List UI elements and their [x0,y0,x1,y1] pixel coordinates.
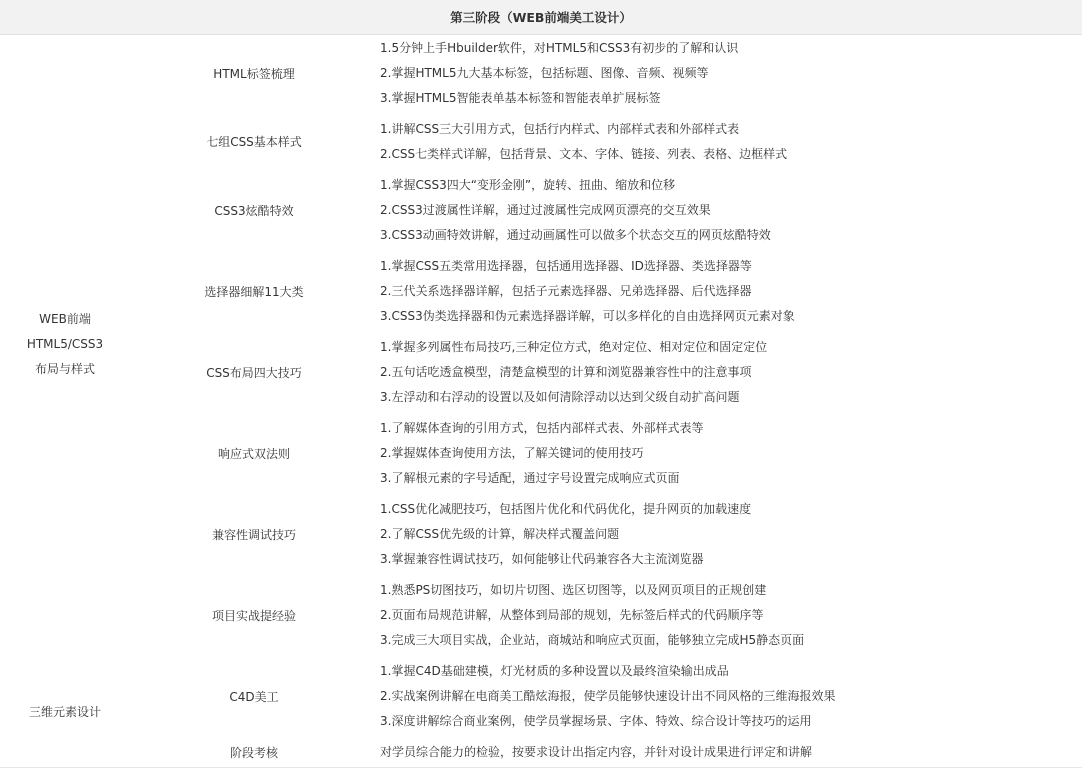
item-text: 2.五句话吃透盒模型，清楚盒模型的计算和浏览器兼容性中的注意事项 [380,365,752,379]
item-text: 2.实战案例讲解在电商美工酷炫海报，使学员能够快速设计出不同风格的三维海报效果 [380,689,836,703]
item-text: 1.熟悉PS切图技巧，如切片切图、选区切图等，以及网页项目的正规创建 [380,583,767,597]
item-text: 1.掌握CSS3四大“变形金刚”，旋转、扭曲、缩放和位移 [380,178,676,192]
table-bottom-border [0,767,1082,768]
item-text: 3.CSS3动画特效讲解，通过动画属性可以做多个状态交互的网页炫酷特效 [380,228,771,242]
item-text: 1.掌握多列属性布局技巧,三种定位方式，绝对定位、相对定位和固定定位 [380,340,768,354]
category-3d-design [0,700,130,725]
item-text: 对学员综合能力的检验，按要求设计出指定内容，并针对设计成果进行评定和讲解 [380,745,813,759]
module-name: 七组CSS基本样式 [206,135,302,149]
item-text: 1.掌握CSS五类常用选择器，包括通用选择器、ID选择器、类选择器等 [380,259,752,273]
item-text: 2.了解CSS优先级的计算，解决样式覆盖问题 [380,527,620,541]
item-text: 2.掌握HTML5九大基本标签，包括标题、图像、音频、视频等 [380,66,709,80]
module-name: CSS布局四大技巧 [206,366,302,380]
item-text: 3.掌握兼容性调试技巧，如何能够让代码兼容各大主流浏览器 [380,552,704,566]
item-text: 3.CSS3伪类选择器和伪元素选择器详解，可以多样化的自由选择网页元素对象 [380,309,795,323]
module-name: C4D美工 [229,690,279,704]
category-line: 三维元素设计 [28,705,101,719]
module-items [380,740,1080,765]
module-name: HTML标签梳理 [213,67,295,81]
item-text: 3.左浮动和右浮动的设置以及如何清除浮动以达到父级自动扩高问题 [380,390,740,404]
item-text: 1.5分钟上手Hbuilder软件，对HTML5和CSS3有初步的了解和认识 [380,41,739,55]
module-items [380,36,1080,111]
item-text: 2.掌握媒体查询使用方法，了解关键词的使用技巧 [380,446,644,460]
module-name: 选择器细解11大类 [204,285,304,299]
item-text: 1.了解媒体查询的引用方式，包括内部样式表、外部样式表等 [380,421,704,435]
category-line: WEB前端 [39,312,91,326]
item-text: 1.讲解CSS三大引用方式，包括行内样式、内部样式表和外部样式表 [380,122,740,136]
item-text: 2.CSS七类样式详解，包括背景、文本、字体、链接、列表、表格、边框样式 [380,147,788,161]
module-items [380,254,1080,329]
item-text: 1.掌握C4D基础建模，灯光材质的多种设置以及最终渲染输出成品 [380,664,729,678]
item-text: 3.了解根元素的字号适配，通过字号设置完成响应式页面 [380,471,680,485]
item-text: 3.掌握HTML5智能表单基本标签和智能表单扩展标签 [380,91,661,105]
module-name: 响应式双法则 [217,447,290,461]
category-line: 布局与样式 [34,362,95,376]
module-items [380,335,1080,410]
item-text: 3.完成三大项目实战，企业站，商城站和响应式页面，能够独立完成H5静态页面 [380,633,805,647]
module-items [380,117,1080,167]
item-text: 1.CSS优化减肥技巧，包括图片优化和代码优化，提升网页的加载速度 [380,502,752,516]
module-items [380,659,1080,734]
item-text: 2.CSS3过渡属性详解，通过过渡属性完成网页漂亮的交互效果 [380,203,711,217]
module-items [380,416,1080,491]
module-items [380,497,1080,572]
module-name: 兼容性调试技巧 [211,528,296,542]
item-text: 3.深度讲解综合商业案例，使学员掌握场景、字体、特效、综合设计等技巧的运用 [380,714,812,728]
stage-header [0,0,1082,35]
item-text: 2.页面布局规范讲解，从整体到局部的规划，先标签后样式的代码顺序等 [380,608,764,622]
module-name: 阶段考核 [229,746,278,760]
stage-title: 第三阶段（WEB前端美工设计） [450,10,632,25]
module-items [380,578,1080,653]
category-line: HTML5/CSS3 [26,337,104,351]
module-items [380,173,1080,248]
module-name: CSS3炫酷特效 [214,204,294,218]
item-text: 2.三代关系选择器详解，包括子元素选择器、兄弟选择器、后代选择器 [380,284,752,298]
category-web-frontend [0,307,130,382]
module-name: 项目实战提经验 [211,609,296,623]
